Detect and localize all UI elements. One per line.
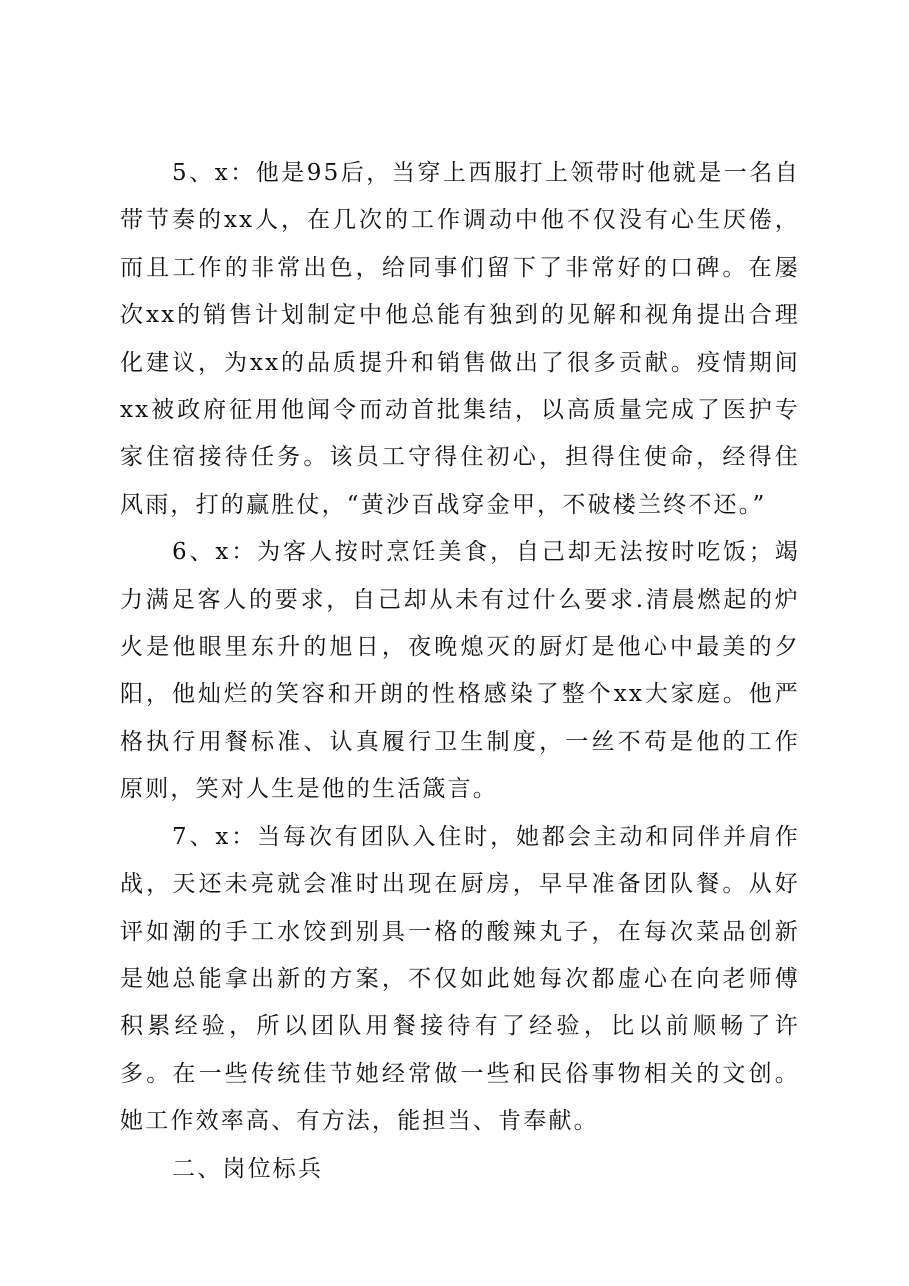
paragraph-employee-7: 7、x：当每次有团队入住时，她都会主动和同伴并肩作战，天还未亮就会准时出现在厨房，早早准备团队餐。从好评如潮的手工水饺到别具一格的酸辣丸子，在每次菜品创新是她总能拿出新的方案，不仅如此她每次都虚心在向老师傅积累经验，所以团队用餐接待有了经验，比以前顺畅了许多。在一些传统佳节她经常做一些和民俗事物相关的文创。她工作效率高、有方法，能担当、肯奉献。 <box>120 823 800 1135</box>
paragraph-employee-5: 5、x：他是95后，当穿上西服打上领带时他就是一名自带节奏的xx人，在几次的工作调动中他不仅没有心生厌倦，而且工作的非常出色，给同事们留下了非常好的口碑。在屡次xx的销售计划制定中他总能有独到的见解和视角提出合理化建议，为xx的品质提升和销售做出了很多贡献。疫情期间xx被政府征用他闻令而动首批集结，以高质量完成了医护专家住宿接待任务。该员工守得住初心，担得住使命，经得住风雨，打的赢胜仗，“黄沙百战穿金甲，不破楼兰终不还。” <box>120 160 800 518</box>
section-heading: 二、岗位标兵 <box>172 1155 324 1182</box>
paragraph-employee-6: 6、x：为客人按时烹饪美食，自己却无法按时吃饭；竭力满足客人的要求，自己却从未有过什么要求.清晨燃起的炉火是他眼里东升的旭日，夜晚熄灭的厨灯是他心中最美的夕阳，他灿烂的笑容和开朗的性格感染了整个xx大家庭。他严格执行用餐标准、认真履行卫生制度，一丝不苟是他的工作原则，笑对人生是他的生活箴言。 <box>120 539 800 803</box>
document-body <box>120 150 800 1193</box>
